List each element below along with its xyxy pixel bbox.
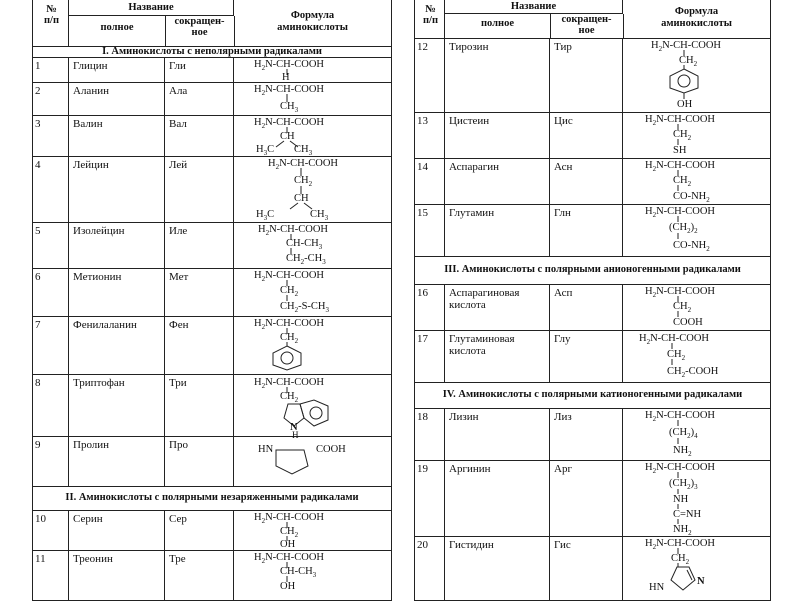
- row-full-name: Аргинин: [445, 460, 550, 536]
- formula-ch3: $CH_3$: [310, 209, 329, 223]
- formula-backbone: $H_2N-CH$-COOH: [645, 160, 716, 174]
- table-row: [33, 268, 391, 317]
- formula-ch2-2: $(CH_2)_2$: [669, 222, 698, 236]
- row-num: 11: [33, 550, 69, 600]
- table-row: [33, 316, 391, 375]
- formula-h: H: [282, 72, 290, 83]
- row-short-name: Ала: [165, 82, 234, 115]
- table-row: [33, 115, 391, 157]
- table-row: [415, 112, 770, 159]
- benzene-ring-icon: [271, 345, 303, 371]
- row-full-name: Глутаминовая кислота: [445, 330, 550, 382]
- table-row: [415, 536, 770, 600]
- table-row: [33, 510, 391, 551]
- formula-ch2: $CH_2$: [280, 526, 299, 540]
- row-short-name: Тир: [550, 38, 623, 112]
- row-num: 5: [33, 222, 69, 268]
- row-num: 15: [415, 204, 445, 256]
- formula-nh2: $NH_2$: [673, 524, 692, 538]
- formula-backbone: $H_2N-CH$-COOH: [254, 59, 325, 73]
- row-num: 12: [415, 38, 445, 112]
- row-full-name: Фенилаланин: [69, 316, 165, 374]
- table-header: [33, 0, 391, 47]
- formula-ch: CH: [294, 193, 309, 204]
- benzene-ring-icon: [668, 68, 700, 94]
- row-short-name: Тре: [165, 550, 234, 600]
- formula-arginine: [623, 460, 770, 536]
- row-short-name: Глн: [550, 204, 623, 256]
- formula-ch2: $CH_2$: [280, 332, 299, 346]
- formula-sh: SH: [673, 145, 687, 156]
- table-row: [33, 156, 391, 223]
- formula-cysteine: [623, 112, 770, 158]
- header-short: сокращен- ное: [165, 16, 235, 46]
- row-full-name: Триптофан: [69, 374, 165, 436]
- row-short-name: Мет: [165, 268, 234, 316]
- formula-cooh: COOH: [673, 317, 703, 328]
- formula-backbone: $H_2N-CH$-COOH: [645, 462, 716, 476]
- formula-asparagine: [623, 158, 770, 204]
- formula-ch3: $CH_3$: [280, 101, 299, 115]
- formula-backbone: $H_2N-CH$-COOH: [639, 333, 710, 347]
- row-short-name: Асн: [550, 158, 623, 204]
- row-short-name: Арг: [550, 460, 623, 536]
- formula-tyrosine: [623, 38, 770, 112]
- table-row: [33, 82, 391, 116]
- formula-cooh: COOH: [316, 444, 346, 455]
- formula-c-nh: C=NH: [673, 509, 702, 520]
- formula-oh: OH: [280, 581, 296, 592]
- header-name: Название: [69, 0, 234, 16]
- table-row: [415, 38, 770, 113]
- row-short-name: Иле: [165, 222, 234, 268]
- formula-histidine: [623, 536, 770, 600]
- formula-ch2: $CH_2$: [673, 129, 692, 143]
- formula-backbone: $H_2N-CH$-COOH: [645, 206, 716, 220]
- formula-h3c: $H_3C$: [256, 209, 275, 223]
- header-full: полное: [445, 14, 551, 38]
- formula-ch2-cooh: $CH_2$-COOH: [667, 366, 719, 380]
- formula-nh2: $NH_2$: [673, 445, 692, 459]
- section-3: III. Аминокислоты с полярными анионогенными радикалами: [415, 256, 770, 285]
- row-num: 3: [33, 115, 69, 156]
- row-num: 17: [415, 330, 445, 382]
- formula-serine: [234, 510, 391, 550]
- formula-ch3: $CH_3$: [294, 144, 313, 158]
- row-full-name: Серин: [69, 510, 165, 550]
- row-full-name: Тирозин: [445, 38, 550, 112]
- table-row: [415, 158, 770, 205]
- formula-tryptophan: [234, 374, 391, 440]
- row-short-name: Асп: [550, 284, 623, 330]
- formula-backbone: $H_2N-CH$-COOH: [258, 224, 329, 238]
- formula-ch: CH: [280, 131, 295, 142]
- row-short-name: Вал: [165, 115, 234, 156]
- formula-phenylalanine: [234, 316, 391, 374]
- row-full-name: Пролин: [69, 436, 165, 486]
- formula-backbone: $H_2N-CH$-COOH: [645, 114, 716, 128]
- formula-aspartic-acid: [623, 284, 770, 330]
- formula-backbone: $H_2N-CH$-COOH: [645, 286, 716, 300]
- row-num: 18: [415, 408, 445, 460]
- formula-backbone: $H_2N-CH$-COOH: [645, 538, 716, 552]
- formula-ch2-s-ch3: $CH_2-S-CH_3$: [280, 301, 330, 315]
- formula-valine: [234, 115, 391, 156]
- formula-n: N: [697, 576, 705, 587]
- row-short-name: Гис: [550, 536, 623, 600]
- row-full-name: Треонин: [69, 550, 165, 600]
- section-4: IV. Аминокислоты с полярными катионогенными радикалами: [415, 382, 770, 409]
- row-num: 9: [33, 436, 69, 486]
- formula-ch2-4: $(CH_2)_4$: [669, 427, 698, 441]
- row-full-name: Метионин: [69, 268, 165, 316]
- row-num: 16: [415, 284, 445, 330]
- formula-ch2-3: $(CH_2)_3$: [669, 478, 698, 492]
- section-2: II. Аминокислоты с полярными незаряженными радикалами: [33, 486, 391, 511]
- formula-methionine: [234, 268, 391, 316]
- formula-alanine: [234, 82, 391, 115]
- table-row: [33, 57, 391, 83]
- row-full-name: Аспарагин: [445, 158, 550, 204]
- row-full-name: Глутамин: [445, 204, 550, 256]
- row-num: 13: [415, 112, 445, 158]
- formula-backbone: $H_2N-CH$-COOH: [254, 117, 325, 131]
- formula-hn: HN: [649, 582, 665, 593]
- row-full-name: Гистидин: [445, 536, 550, 600]
- formula-ch2: $CH_2$: [673, 301, 692, 315]
- row-full-name: Глицин: [69, 57, 165, 82]
- row-short-name: Гли: [165, 57, 234, 82]
- row-num: 7: [33, 316, 69, 374]
- table-row: [415, 204, 770, 257]
- table-header: [415, 0, 770, 39]
- formula-h: H: [292, 430, 299, 440]
- row-num: 6: [33, 268, 69, 316]
- row-full-name: Лизин: [445, 408, 550, 460]
- formula-ch2: $CH_2$: [280, 285, 299, 299]
- formula-n: N: [290, 422, 298, 433]
- header-name: Название: [445, 0, 623, 14]
- left-table: [32, 0, 392, 601]
- row-short-name: Сер: [165, 510, 234, 550]
- row-num: 10: [33, 510, 69, 550]
- table-row: [33, 374, 391, 440]
- formula-glutamine: [623, 204, 770, 256]
- formula-backbone: $H_2N-CH$-COOH: [254, 270, 325, 284]
- row-short-name: Лиз: [550, 408, 623, 460]
- header-num: № п/п: [415, 0, 445, 38]
- table-row: [33, 222, 391, 269]
- formula-co-nh2: $CO-NH_2$: [673, 191, 710, 205]
- row-short-name: Лей: [165, 156, 234, 222]
- formula-h3c: $H_3C$: [256, 144, 275, 158]
- formula-proline: [234, 436, 391, 486]
- formula-nh: NH: [673, 494, 689, 505]
- formula-oh: OH: [677, 99, 693, 110]
- row-num: 2: [33, 82, 69, 115]
- formula-oh: OH: [280, 539, 296, 550]
- row-num: 14: [415, 158, 445, 204]
- formula-ch2-ch3: $CH_2-CH_3$: [286, 253, 326, 267]
- formula-glycine: [234, 57, 391, 82]
- table-row: [415, 330, 770, 383]
- formula-ch2: $CH_2$: [294, 175, 313, 189]
- header-short: сокращен- ное: [550, 14, 624, 38]
- row-num: 8: [33, 374, 69, 436]
- row-full-name: Лейцин: [69, 156, 165, 222]
- formula-backbone: $H_2N-CH$-COOH: [254, 552, 325, 566]
- table-row: [33, 436, 391, 487]
- formula-backbone: $H_2N-CH$-COOH: [645, 410, 716, 424]
- formula-ch2: $CH_2$: [679, 55, 698, 69]
- formula-backbone: $H_2N-CH$-COOH: [254, 512, 325, 526]
- header-num: № п/п: [33, 0, 69, 46]
- row-num: 19: [415, 460, 445, 536]
- formula-backbone: $H_2N-CH$-COOH: [254, 318, 325, 332]
- row-short-name: Цис: [550, 112, 623, 158]
- indole-ring-icon: [274, 400, 354, 440]
- row-full-name: Цистеин: [445, 112, 550, 158]
- row-short-name: Фен: [165, 316, 234, 374]
- formula-isoleucine: [234, 222, 391, 268]
- row-short-name: Про: [165, 436, 234, 486]
- formula-backbone: $H_2N-CH$-COOH: [254, 84, 325, 98]
- row-full-name: Аспарагиновая кислота: [445, 284, 550, 330]
- row-num: 20: [415, 536, 445, 600]
- table-row: [415, 460, 770, 537]
- formula-ch2: $CH_2$: [280, 391, 299, 405]
- formula-leucine: [234, 156, 391, 222]
- section-1: I. Аминокислоты с неполярными радикалами: [33, 46, 391, 58]
- table-row: [415, 284, 770, 331]
- formula-ch2: $CH_2$: [673, 175, 692, 189]
- formula-glutamic-acid: [623, 330, 770, 382]
- formula-hn: HN: [258, 444, 274, 455]
- formula-backbone: $H_2N-CH$-COOH: [268, 158, 339, 172]
- row-full-name: Валин: [69, 115, 165, 156]
- row-num: 1: [33, 57, 69, 82]
- formula-backbone: $H_2N-CH$-COOH: [651, 40, 722, 54]
- formula-backbone: $H_2N-CH$-COOH: [254, 377, 325, 391]
- row-num: 4: [33, 156, 69, 222]
- pyrrolidine-ring-icon: [274, 444, 314, 476]
- row-full-name: Изолейцин: [69, 222, 165, 268]
- row-full-name: Аланин: [69, 82, 165, 115]
- right-table: [414, 0, 771, 601]
- header-formula: Формула аминокислоты: [277, 10, 348, 33]
- formula-lysine: [623, 408, 770, 460]
- table-row: [415, 408, 770, 461]
- formula-ch2: $CH_2$: [667, 349, 686, 363]
- formula-co-nh2: $CO-NH_2$: [673, 240, 710, 254]
- header-formula: Формула аминокислоты: [661, 6, 732, 29]
- row-short-name: Три: [165, 374, 234, 436]
- header-full: полное: [69, 16, 166, 46]
- formula-ch-ch3: $CH-CH_3$: [280, 566, 317, 580]
- row-short-name: Глу: [550, 330, 623, 382]
- formula-ch2: $CH_2$: [671, 553, 690, 567]
- table-row: [33, 550, 391, 600]
- formula-threonine: [234, 550, 391, 600]
- formula-ch-ch3: $CH-CH_3$: [286, 238, 323, 252]
